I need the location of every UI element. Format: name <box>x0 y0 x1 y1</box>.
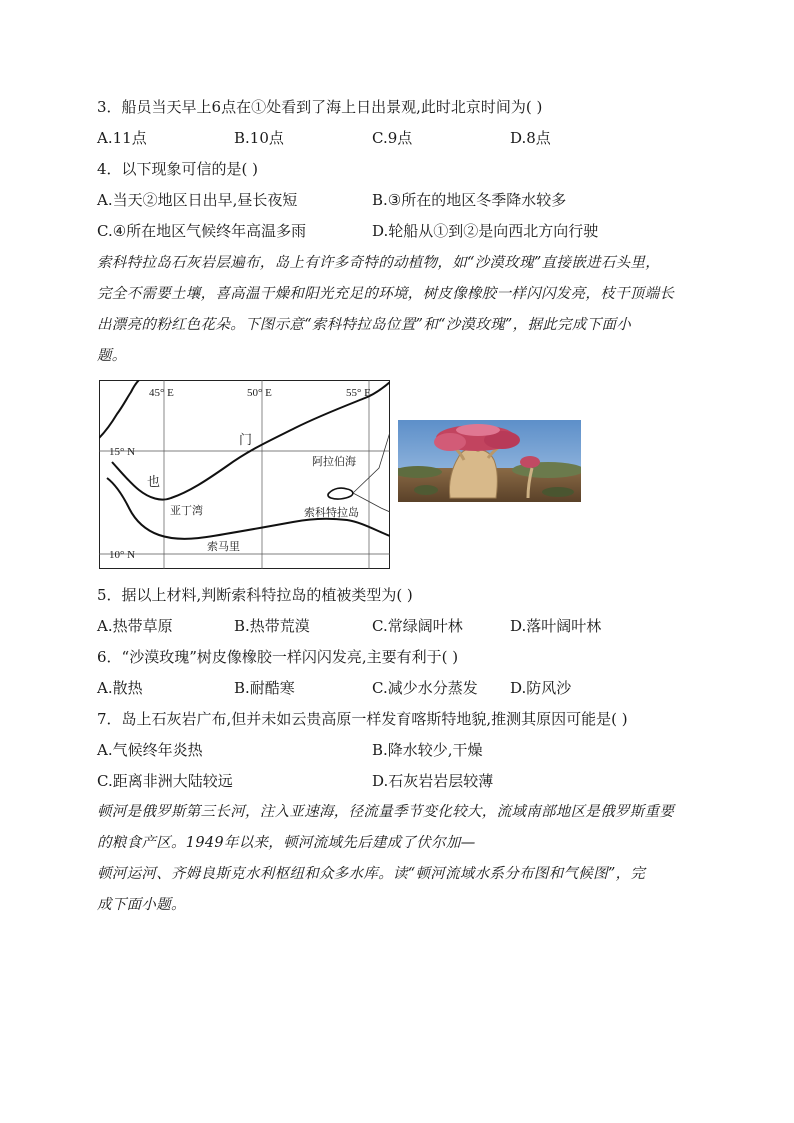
question-3-option-a: A.11点 <box>97 129 147 147</box>
question-7-option-c: C.距离非洲大陆较远 <box>97 772 233 790</box>
passage-line: 出漂亮的粉红色花朵。下图示意“索科特拉岛位置”和“沙漠玫瑰”，据此完成下面小 <box>97 317 632 333</box>
question-5-option-b: B.热带荒漠 <box>234 617 310 635</box>
passage-line: 顿河是俄罗斯第三长河，注入亚速海，径流量季节变化较大，流域南部地区是俄罗斯重要 <box>97 804 675 820</box>
question-6-option-d: D.防风沙 <box>510 679 572 697</box>
passage-line: 的粮食产区。1949年以来，顿河流域先后建成了伏尔加— <box>97 835 476 851</box>
question-3-option-c: C.9点 <box>372 129 413 147</box>
question-4-option-d: D.轮船从①到②是向西北方向行驶 <box>372 222 599 240</box>
passage-line: 题。 <box>97 348 127 364</box>
label-10n: 10° N <box>109 549 136 561</box>
question-6-option-a: A.散热 <box>97 679 143 697</box>
label-50e: 50° E <box>247 387 272 399</box>
passage-socotra <box>97 248 695 372</box>
question-5-option-d: D.落叶阔叶林 <box>510 617 602 635</box>
label-15n: 15° N <box>109 446 136 458</box>
label-gulf-of-aden: 亚丁湾 <box>170 505 203 517</box>
passage-line: 顿河运河、齐姆良斯克水利枢纽和众多水库。读“顿河流域水系分布图和气候图”，完 <box>97 866 646 882</box>
question-7-option-a: A.气候终年炎热 <box>97 741 203 759</box>
question-7-option-d: D.石灰岩岩层较薄 <box>372 772 494 790</box>
passage-don-river <box>97 797 695 921</box>
passage-line: 完全不需要土壤，喜高温干燥和阳光充足的环境，树皮像橡胶一样闪闪发亮，枝干顶端长 <box>97 286 675 302</box>
passage-line: 成下面小题。 <box>97 897 186 913</box>
question-3-stem: 3．船员当天早上6点在①处看到了海上日出景观,此时北京时间为( ) <box>97 98 543 116</box>
question-7-option-b: B.降水较少,干燥 <box>372 741 483 759</box>
question-3-option-b: B.10点 <box>234 129 284 147</box>
question-7-stem: 7．岛上石灰岩广布,但并未如云贵高原一样发育喀斯特地貌,推测其原因可能是( ) <box>97 710 628 728</box>
label-45e: 45° E <box>149 387 174 399</box>
question-5-stem: 5．据以上材料,判断索科特拉岛的植被类型为( ) <box>97 586 413 604</box>
label-somalia: 索马里 <box>207 541 240 553</box>
question-6-option-c: C.减少水分蒸发 <box>372 679 478 697</box>
socotra-location-map <box>99 380 390 569</box>
question-6-stem: 6．“沙漠玫瑰”树皮像橡胶一样闪闪发亮,主要有利于( ) <box>97 648 459 666</box>
desert-rose-photo <box>398 420 581 502</box>
label-arabian-sea: 阿拉伯海 <box>312 456 356 468</box>
question-5-option-a: A.热带草原 <box>97 617 173 635</box>
question-4-option-b: B.③所在的地区冬季降水较多 <box>372 191 567 209</box>
question-6-option-b: B.耐酷寒 <box>234 679 295 697</box>
question-4-option-c: C.④所在地区气候终年高温多雨 <box>97 222 307 240</box>
question-5-option-c: C.常绿阔叶林 <box>372 617 463 635</box>
map-frame <box>100 381 390 569</box>
question-4-stem: 4．以下现象可信的是( ) <box>97 160 259 178</box>
label-socotra: 索科特拉岛 <box>304 507 359 519</box>
label-55e: 55° E <box>346 387 371 399</box>
label-ye: 也 <box>147 474 161 489</box>
label-men: 门 <box>239 432 253 447</box>
passage-line: 索科特拉岛石灰岩层遍布，岛上有许多奇特的动植物，如“沙漠玫瑰”直接嵌进石头里， <box>97 255 661 271</box>
question-3-option-d: D.8点 <box>510 129 551 147</box>
question-4-option-a: A.当天②地区日出早,昼长夜短 <box>97 191 298 209</box>
